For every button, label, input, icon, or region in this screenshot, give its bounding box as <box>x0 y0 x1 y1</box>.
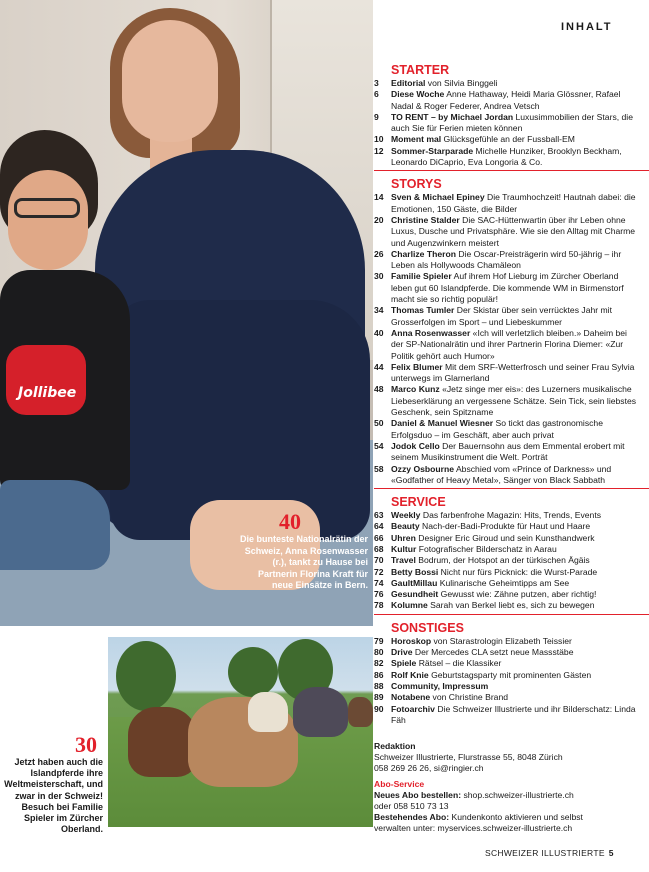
editorial-contact <box>374 741 614 774</box>
toc-entry-text <box>391 533 649 544</box>
toc-entry-description: Die Schweizer Illustrierte und ihr Bilderschatz: Linda Fäh <box>391 703 636 725</box>
toc-entry-description: Fotografischer Bilderschatz in Aarau <box>416 543 557 554</box>
toc-page-number: 12 <box>374 145 384 156</box>
toc-entry-description: Nicht nur fürs Picknick: die Wurst-Parade <box>438 566 598 577</box>
toc-entry[interactable] <box>374 636 649 647</box>
toc-entry-text <box>391 112 649 135</box>
toc-page-number: 48 <box>374 384 384 395</box>
horse-with-blanket <box>293 687 348 737</box>
magazine-name: SCHWEIZER ILLUSTRIERTE <box>485 848 605 858</box>
toc-page-number: 14 <box>374 192 384 203</box>
woman-face <box>122 20 218 142</box>
photo-caption: Die bunteste Nationalrätin der Schweiz, Anna Rosenwasser (r.), tankt zu Hause bei Partnerin Florina Kraft für neue Einsätze in Bern. <box>239 534 368 591</box>
toc-page-number: 20 <box>374 214 384 225</box>
toc-page-number: 58 <box>374 463 384 474</box>
photo-caption-page-number: 40 <box>279 509 301 534</box>
toc-entry[interactable] <box>374 704 649 727</box>
toc-entry-title: GaultMillau <box>391 577 438 588</box>
toc-entry-text <box>391 134 649 145</box>
toc-entry[interactable] <box>374 464 649 487</box>
toc-entry-text <box>391 510 649 521</box>
toc-page-number: 63 <box>374 510 384 521</box>
toc-entry-description: Gewusst wie: Zähne putzen, aber richtig! <box>438 589 597 600</box>
toc-entry[interactable] <box>374 647 649 658</box>
redaktion-heading: Redaktion <box>374 741 416 751</box>
toc-entry-description: Abschied vom «Prince of Darkness» und «Godfather of Heavy Metal», Sänger von Black Sabbath <box>391 463 612 485</box>
toc-entry-text <box>391 89 649 112</box>
toc-entry-description: Der Mercedes CLA setzt neue Massstäbe <box>412 647 574 658</box>
toc-entry-text <box>391 328 649 362</box>
toc-entry-text <box>391 78 649 89</box>
toc-entry-description: Auf ihrem Hof Lieburg im Zürcher Oberland leben gut 60 Islandpferde. Die kommende WM in Birmenstorf macht sie so richtig populär! <box>391 271 624 305</box>
toc-entry-description: Michelle Hunziker, Brooklyn Beckham, Leonardo DiCaprio, Eva Longoria & Co. <box>391 145 622 168</box>
toc-page-number: 82 <box>374 658 384 669</box>
shirt-logo <box>6 345 86 415</box>
toc-entry[interactable] <box>374 249 649 272</box>
toc-entry[interactable] <box>374 89 649 112</box>
toc-entry-text <box>391 441 649 464</box>
toc-entry-text <box>391 192 649 215</box>
toc-page-number: 34 <box>374 305 384 316</box>
toc-entry[interactable] <box>374 589 649 600</box>
toc-entry-title: Rolf Knie <box>391 669 429 680</box>
toc-entry-title: Daniel & Manuel Wiesner <box>391 418 494 429</box>
toc-page-number: 78 <box>374 600 384 611</box>
toc-entry[interactable] <box>374 215 649 249</box>
toc-entry-description: Sarah van Berkel liebt es, sich zu bewegen <box>427 600 595 611</box>
toc-entry-text <box>391 305 649 328</box>
toc-entry[interactable] <box>374 567 649 578</box>
toc-entry-title: Sommer-Starparade <box>391 145 474 156</box>
table-of-contents <box>374 63 649 726</box>
toc-entry-description: Luxusimmobilien der Stars, die auch Sie für Ferien mieten können <box>391 111 633 134</box>
toc-page-number: 40 <box>374 327 384 338</box>
toc-entry-description: Das farbenfrohe Magazin: Hits, Trends, Events <box>420 510 602 521</box>
abo-existing <box>374 812 614 834</box>
toc-entry-description: Rätsel – die Klassiker <box>416 658 502 669</box>
toc-page-number: 79 <box>374 635 384 646</box>
toc-entry[interactable] <box>374 146 649 169</box>
toc-entry-title: Fotoarchiv <box>391 703 435 714</box>
toc-entry[interactable] <box>374 533 649 544</box>
toc-entry-title: Moment mal <box>391 134 442 145</box>
toc-entry-text <box>391 704 649 727</box>
toc-entry-title: TO RENT – by Michael Jordan <box>391 111 514 122</box>
toc-entry-description: von Silvia Binggeli <box>425 78 498 88</box>
section-divider <box>374 614 649 615</box>
toc-entry-text <box>391 249 649 272</box>
toc-entry-description: Bodrum, der Hotspot an der türkischen Ägäis <box>415 555 590 566</box>
toc-entry[interactable] <box>374 418 649 441</box>
toc-entry-text <box>391 521 649 532</box>
toc-entry[interactable] <box>374 328 649 362</box>
toc-entry-title: Jodok Cello <box>391 440 440 451</box>
redaktion-address: Schweizer Illustrierte, Flurstrasse 55, 8048 Zürich <box>374 752 563 762</box>
toc-entry-title: Beauty <box>391 521 420 532</box>
toc-page-number: 44 <box>374 361 384 372</box>
toc-page-number: 9 <box>374 111 379 122</box>
toc-entry[interactable] <box>374 192 649 215</box>
toc-entry[interactable] <box>374 134 649 145</box>
toc-page-number: 10 <box>374 134 384 145</box>
toc-page-number: 54 <box>374 440 384 451</box>
toc-entry-title: Thomas Tumler <box>391 305 455 316</box>
abo-existing-link[interactable]: Kundenkonto aktivieren und selbst verwalten unter: myservices.schweizer-illustrierte.ch <box>374 812 583 833</box>
toc-page-number: 30 <box>374 271 384 282</box>
toc-entry[interactable] <box>374 521 649 532</box>
toc-entry-description: Mit dem SRF-Wetterfrosch und seiner Frau Sylvia unterwegs im Glarnerland <box>391 361 635 384</box>
toc-entry-title: Horoskop <box>391 635 432 646</box>
toc-page-number: 88 <box>374 680 384 691</box>
toc-entry[interactable] <box>374 578 649 589</box>
toc-entry-title: Betty Bossi <box>391 566 439 577</box>
toc-entry-description: Die Traumhochzeit! Hautnah dabei: die Emotionen, 150 Gäste, die Bilder <box>391 192 636 214</box>
cover-photo-rosenwasser <box>0 0 373 626</box>
toc-entry-text <box>391 362 649 385</box>
toc-entry[interactable] <box>374 384 649 418</box>
toc-entry-title: Diese Woche <box>391 89 445 100</box>
page-footer <box>485 848 614 858</box>
toc-entry-description: «Jetz singe mer eis»: des Luzerners musikalische Liebeserklärung an vergessene Schätze. Sein Tick, sein liebstes Geschenk, sein Spitzname <box>391 384 637 418</box>
toc-entry[interactable] <box>374 271 649 305</box>
section-title-starter: STARTER <box>391 63 450 77</box>
toc-entry[interactable] <box>374 681 649 692</box>
toc-entry-description: Kulinarische Geheimtipps am See <box>437 577 570 588</box>
shirt-logo-text: Jollibee <box>18 385 77 401</box>
toc-entry-text <box>391 464 649 487</box>
toc-entry-title: Ozzy Osbourne <box>391 463 455 474</box>
toc-entry-title: Community, Impressum <box>391 680 489 691</box>
toc-page-number: 90 <box>374 703 384 714</box>
toc-entry-description: Der Bauernsohn aus dem Emmental erobert mit seinem Musikinstrument die Welt. Porträt <box>391 440 625 463</box>
toc-entry-description: von Starastrologin Elizabeth Teissier <box>431 635 572 646</box>
toc-entry-text <box>391 692 649 703</box>
toc-entry-title: Kolumne <box>391 600 428 611</box>
toc-entry-title: Christine Stalder <box>391 214 460 225</box>
toc-page-number: 3 <box>374 78 379 88</box>
toc-entry-text <box>391 271 649 305</box>
abo-new-label: Neues Abo bestellen: <box>374 790 462 800</box>
section-title-sonstiges: SONSTIGES <box>391 620 464 635</box>
section-title-service: SERVICE <box>391 495 446 510</box>
toc-page-number: 68 <box>374 543 384 554</box>
toc-entry-title: Uhren <box>391 532 416 543</box>
toc-page-number: 64 <box>374 521 384 532</box>
toc-entry-text <box>391 670 649 681</box>
toc-entry[interactable] <box>374 658 649 669</box>
toc-entry-description: «Ich will verletzlich bleiben.» Daheim bei der SP-Nationalrätin und ihrer Partnerin Florina Diemer: «Zur Politik gehört auch Humor» <box>391 327 627 361</box>
abo-heading: Abo-Service <box>374 779 425 789</box>
toc-page-number: 66 <box>374 532 384 543</box>
toc-entry-description: Glücksgefühle an der Fussball-EM <box>441 134 575 145</box>
redaktion-phone-email: 058 269 26 26, si@ringier.ch <box>374 763 484 773</box>
toc-entry-text <box>391 215 649 249</box>
toc-entry[interactable] <box>374 441 649 464</box>
page-title: INHALT <box>561 21 613 33</box>
toc-entry-title: Notabene <box>391 692 431 703</box>
toc-page-number: 86 <box>374 669 384 680</box>
toc-entry-text <box>391 544 649 555</box>
abo-phone: oder 058 510 73 13 <box>374 801 449 811</box>
toc-entry-title: Sven & Michael Epiney <box>391 192 485 203</box>
toc-entry[interactable] <box>374 670 649 681</box>
toc-entry[interactable] <box>374 510 649 521</box>
tree <box>228 647 278 697</box>
toc-page-number: 70 <box>374 555 384 566</box>
toc-entry-description: Der Skistar über sein verrücktes Jahr mit Grosserfolgen im Sport – und Liebeskummer <box>391 305 612 327</box>
section-divider <box>374 488 649 489</box>
toc-entry[interactable] <box>374 600 649 611</box>
toc-entry-title: Editorial <box>391 78 426 88</box>
toc-entry-text <box>391 600 649 611</box>
toc-entry-description: von Christine Brand <box>430 692 509 703</box>
toc-entry-description: So tickt das gastronomische Erfolgsduo – im Geschäft, aber auch privat <box>391 418 603 440</box>
toc-entry-text <box>391 681 649 692</box>
toc-entry-description: Designer Eric Giroud und sein Kunsthandwerk <box>415 532 595 543</box>
toc-page-number: 6 <box>374 89 379 100</box>
toc-entry[interactable] <box>374 78 649 89</box>
horses-photo <box>108 637 373 827</box>
toc-entry-text <box>391 647 649 658</box>
subscription-service <box>374 779 614 834</box>
horse <box>348 697 373 727</box>
toc-entry[interactable] <box>374 555 649 566</box>
person-face <box>8 170 88 270</box>
toc-entry-description: Die Oscar-Preisträgerin wird 50-jährig – ihr Leben als Hollywoods Chamäleon <box>391 248 622 271</box>
toc-entry-text <box>391 658 649 669</box>
toc-entry-text <box>391 636 649 647</box>
toc-page-number: 26 <box>374 248 384 259</box>
toc-entry-text <box>391 418 649 441</box>
toc-entry-text <box>391 384 649 418</box>
toc-page-number: 80 <box>374 647 384 658</box>
toc-entry[interactable] <box>374 544 649 555</box>
toc-page-number: 50 <box>374 418 384 429</box>
toc-entry-title: Gesundheit <box>391 589 439 600</box>
toc-page-number: 72 <box>374 566 384 577</box>
photo-caption-page-number: 30 <box>75 732 97 757</box>
toc-entry-title: Weekly <box>391 510 421 521</box>
toc-entry-title: Familie Spieler <box>391 271 452 282</box>
toc-entry-text <box>391 567 649 578</box>
toc-entry-title: Kultur <box>391 543 417 554</box>
toc-entry[interactable] <box>374 305 649 328</box>
toc-entry-text <box>391 578 649 589</box>
toc-entry-title: Drive <box>391 647 413 658</box>
jeans <box>0 480 110 570</box>
toc-page-number: 89 <box>374 692 384 703</box>
toc-entry-description: Nach-der-Badi-Produkte für Haut und Haare <box>419 521 591 532</box>
abo-existing-label: Bestehendes Abo: <box>374 812 450 822</box>
glasses <box>14 198 80 218</box>
photo-caption: Jetzt haben auch die Islandpferde ihre Weltmeisterschaft, und zwar in der Schweiz! Besuch bei Familie Spieler im Zürcher Oberland. <box>4 757 103 835</box>
toc-entry-text <box>391 589 649 600</box>
section-divider <box>374 170 649 171</box>
horse <box>248 692 288 732</box>
abo-new-link[interactable]: shop.schweizer-illustrierte.ch <box>461 790 574 800</box>
toc-entry-text <box>391 146 649 169</box>
tree <box>116 641 176 711</box>
toc-entry[interactable] <box>374 362 649 385</box>
toc-entry-description: Die SAC-Hüttenwartin über ihr Leben ohne Luxus, Dusche und Privatsphäre. Wie sie den Alltag mit Charme und Augenzwinkern meistert <box>391 214 636 248</box>
page-number: 5 <box>608 848 614 858</box>
toc-entry-title: Charlize Theron <box>391 248 456 259</box>
toc-entry-title: Travel <box>391 555 416 566</box>
abo-new <box>374 790 614 801</box>
toc-entry-title: Anna Rosenwasser <box>391 327 471 338</box>
toc-entry-title: Felix Blumer <box>391 361 443 372</box>
section-title-storys: STORYS <box>391 177 442 192</box>
toc-page-number: 76 <box>374 589 384 600</box>
toc-entry-description: Anne Hathaway, Heidi Maria Glössner, Rafael Nadal & Roger Federer, Andrea Vetsch <box>391 89 621 111</box>
toc-entry-text <box>391 555 649 566</box>
toc-entry-description: Geburtstagsparty mit prominenten Gästen <box>428 669 592 680</box>
toc-entry[interactable] <box>374 692 649 703</box>
toc-entry[interactable] <box>374 112 649 135</box>
toc-entry-title: Marco Kunz <box>391 384 440 395</box>
toc-entry-title: Spiele <box>391 658 417 669</box>
toc-page-number: 74 <box>374 577 384 588</box>
